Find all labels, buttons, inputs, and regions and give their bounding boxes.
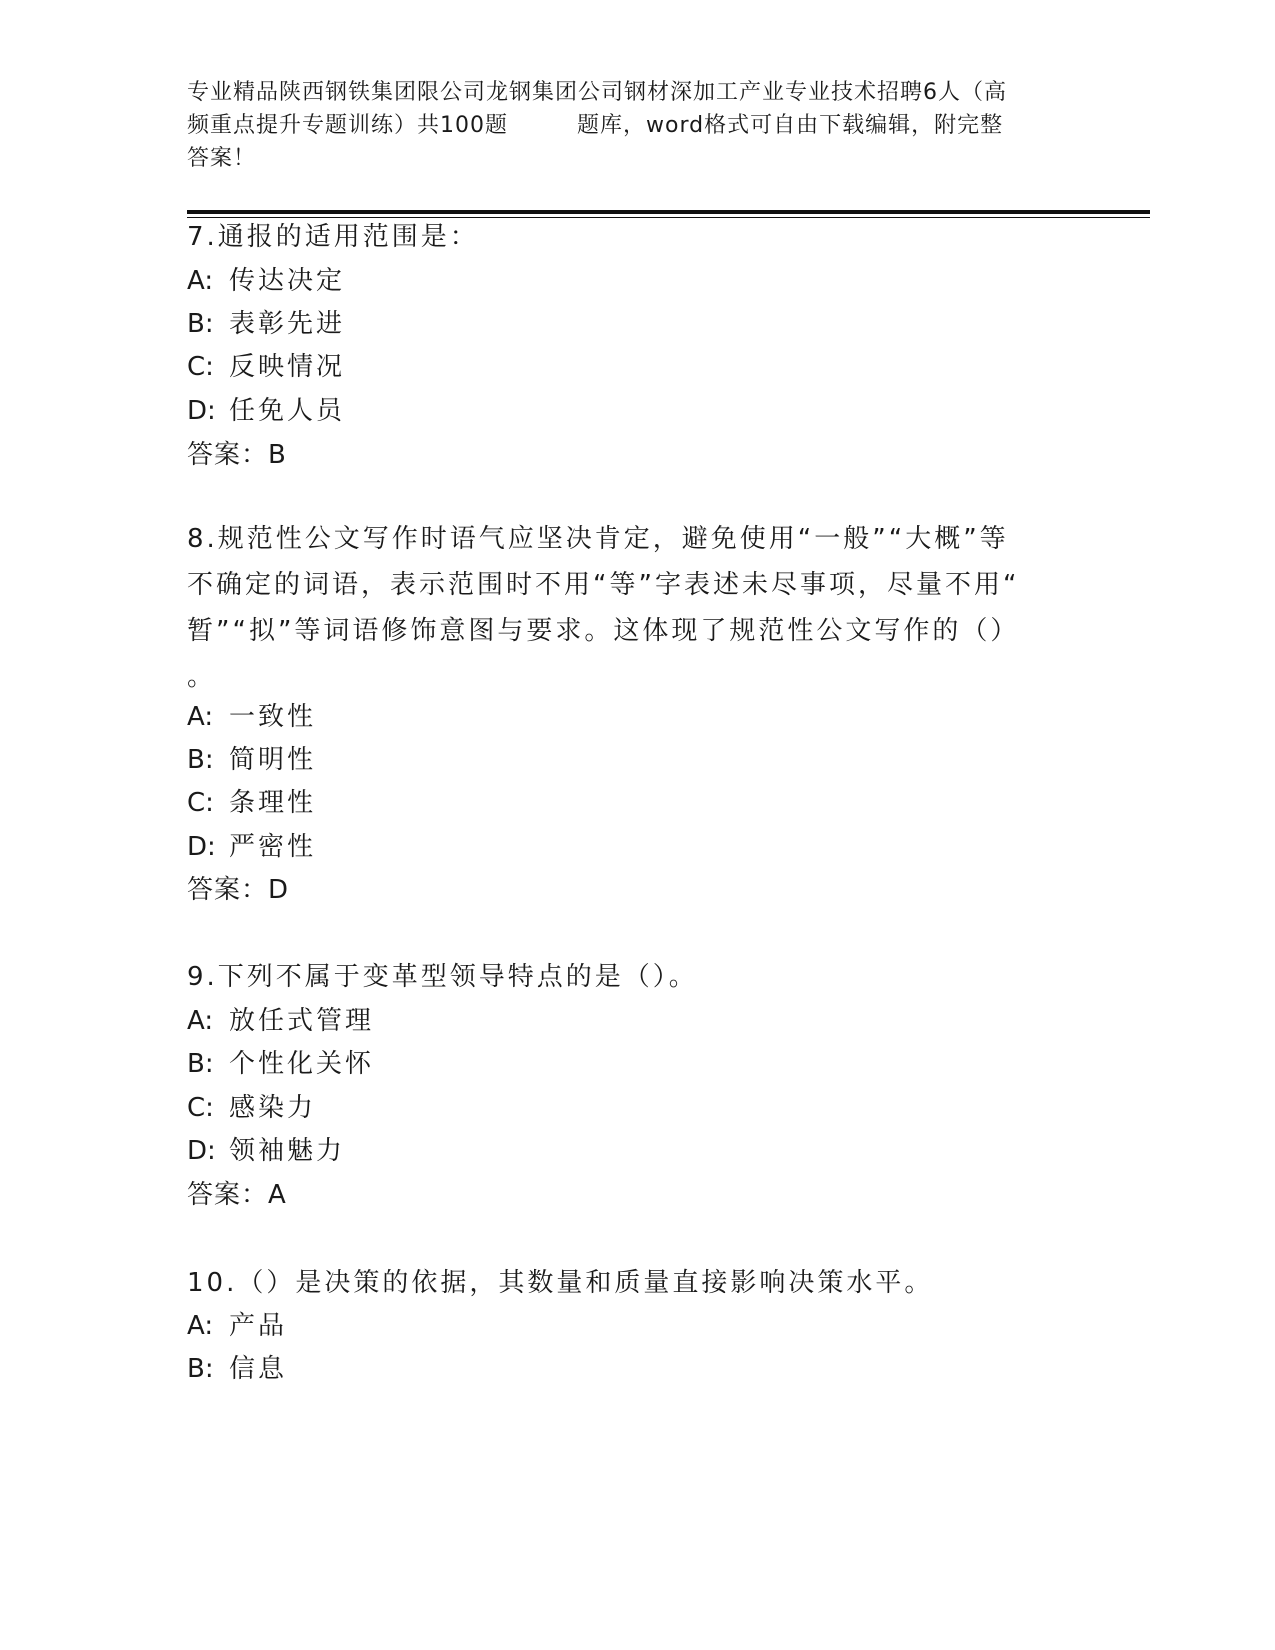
option-key: B: xyxy=(187,1354,214,1384)
option-key: D: xyxy=(187,396,216,426)
option-key: D: xyxy=(187,1136,216,1166)
option-text: 信息 xyxy=(229,1354,288,1384)
option-key: A: xyxy=(187,1006,214,1036)
question-7-option-d xyxy=(187,390,345,427)
question-9-option-d xyxy=(187,1130,345,1167)
header-line-2: 频重点提升专题训练）共100题 题库，word格式可自由下载编辑，附完整 xyxy=(187,113,1004,138)
question-7-option-b xyxy=(187,303,345,340)
header-line-1: 专业精品陕西钢铁集团限公司龙钢集团公司钢材深加工产业专业技术招聘6人（高 xyxy=(187,80,1007,105)
option-key: C: xyxy=(187,352,214,382)
option-text: 放任式管理 xyxy=(229,1006,375,1036)
question-9-answer: 答案：A xyxy=(187,1180,287,1210)
option-key: C: xyxy=(187,788,214,818)
question-10-option-b xyxy=(187,1348,287,1385)
document-header xyxy=(187,76,1087,175)
option-text: 感染力 xyxy=(229,1093,317,1123)
option-key: B: xyxy=(187,1049,214,1079)
question-7-answer: 答案：B xyxy=(187,440,287,470)
option-text: 传达决定 xyxy=(229,266,346,296)
option-text: 领袖魅力 xyxy=(229,1136,346,1166)
question-8-stem-line-1: 8.规范性公文写作时语气应坚决肯定，避免使用“一般”“大概”等 xyxy=(187,524,1009,554)
question-7-option-c xyxy=(187,346,345,383)
question-9-option-c xyxy=(187,1087,316,1124)
header-divider-thick xyxy=(187,210,1150,214)
question-10-option-a xyxy=(187,1305,287,1342)
question-9-stem: 9.下列不属于变革型领导特点的是（）。 xyxy=(187,962,698,992)
option-text: 一致性 xyxy=(229,702,317,732)
option-key: D: xyxy=(187,832,216,862)
option-text: 个性化关怀 xyxy=(229,1049,375,1079)
option-key: A: xyxy=(187,266,214,296)
question-10-stem: 10.（）是决策的依据，其数量和质量直接影响决策水平。 xyxy=(187,1268,934,1298)
question-8-option-c xyxy=(187,782,316,819)
option-text: 产品 xyxy=(229,1311,288,1341)
question-8-stem-line-4: 。 xyxy=(187,662,217,692)
option-key: A: xyxy=(187,702,214,732)
question-7-stem: 7.通报的适用范围是： xyxy=(187,222,479,252)
question-8-option-a xyxy=(187,696,316,733)
option-key: B: xyxy=(187,309,214,339)
question-9-option-a xyxy=(187,1000,374,1037)
option-text: 条理性 xyxy=(229,788,317,818)
question-8-stem xyxy=(187,516,1067,700)
option-key: A: xyxy=(187,1311,214,1341)
option-text: 反映情况 xyxy=(229,352,346,382)
question-9-option-b xyxy=(187,1043,374,1080)
header-line-3: 答案！ xyxy=(187,146,257,171)
option-key: C: xyxy=(187,1093,214,1123)
option-text: 任免人员 xyxy=(229,396,346,426)
option-text: 严密性 xyxy=(229,832,317,862)
question-7-option-a xyxy=(187,260,345,297)
question-8-stem-line-2: 不确定的词语，表示范围时不用“等”字表述未尽事项，尽量不用“ xyxy=(187,570,1020,600)
question-8-answer: 答案：D xyxy=(187,875,290,905)
question-8-stem-line-3: 暂”“拟”等词语修饰意图与要求。这体现了规范性公文写作的（） xyxy=(187,616,1020,646)
option-text: 简明性 xyxy=(229,745,317,775)
question-8-option-d xyxy=(187,826,316,863)
question-8-option-b xyxy=(187,739,316,776)
option-text: 表彰先进 xyxy=(229,309,346,339)
option-key: B: xyxy=(187,745,214,775)
